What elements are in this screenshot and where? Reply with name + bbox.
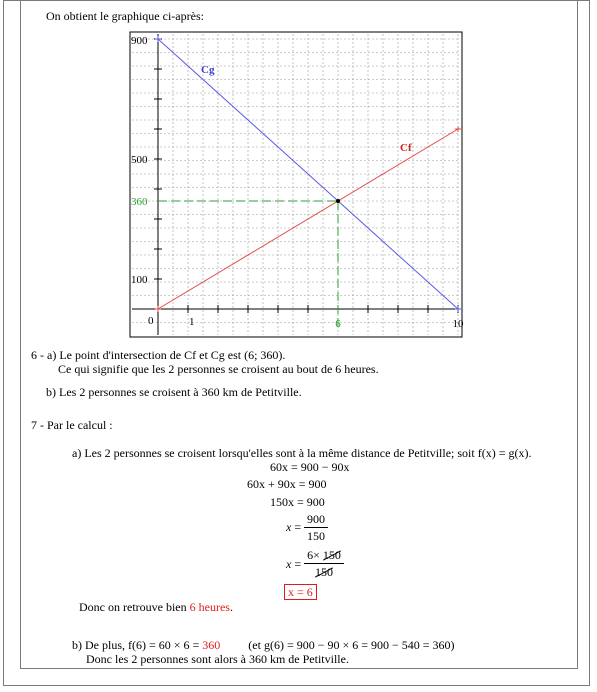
chart (126, 28, 466, 338)
fraction-1 (304, 512, 328, 543)
q6a-line1: 6 - a) Le point d'intersection de Cf et Cg est (6; 360). (31, 348, 286, 362)
y-tick-label: 360 (131, 196, 148, 208)
fraction-1-numerator: 900 (307, 512, 325, 526)
series-label-cf: Cf (400, 142, 412, 154)
result-box: x = 6 (284, 584, 317, 600)
series-label-cg: Cg (201, 64, 215, 76)
q7b-line2: Donc les 2 personnes sont alors à 360 km de Petitville. (86, 652, 349, 666)
y-tick-label: 500 (131, 154, 148, 166)
intersection-point (336, 199, 340, 203)
intro-text: On obtient le graphique ci-après: (46, 9, 204, 23)
x-tick-label: 1 (189, 316, 195, 328)
equation-3: 150x = 900 (270, 495, 325, 509)
q7b-line: b) De plus, f(6) = 60 × 6 = 360 (et g(6) = 900 − 90 × 6 = 900 − 540 = 360) (72, 638, 455, 652)
x-equals-1: x = (286, 520, 302, 534)
equation-2: 60x + 90x = 900 (247, 477, 327, 491)
x-equals-2: x = (286, 557, 302, 571)
q6b-line: b) Les 2 personnes se croisent à 360 km de Petitville. (46, 385, 302, 399)
y-tick-label: 900 (131, 35, 148, 47)
equation-1: 60x = 900 − 90x (270, 460, 350, 474)
conclusion-highlight: 6 heures (189, 600, 230, 614)
fraction-2 (304, 548, 344, 579)
fraction-2-denominator: 150 (315, 565, 333, 579)
x-tick-label: 10 (452, 318, 464, 330)
fraction-2-numerator: 6× 150 (307, 548, 341, 562)
x-tick-label: 0 (148, 315, 154, 327)
q7b-highlight: 360 (202, 638, 221, 652)
fraction-1-denominator: 150 (307, 529, 325, 543)
y-tick-label: 100 (131, 274, 148, 286)
q7-title: 7 - Par le calcul : (31, 418, 113, 432)
x-tick-label: 6 (335, 318, 341, 330)
q6a-line2: Ce qui signifie que les 2 personnes se croisent au bout de 6 heures. (58, 362, 379, 376)
q7a-line: a) Les 2 personnes se croisent lorsqu'elles sont à la même distance de Petitville; soit f(x) = g(x). (72, 446, 532, 460)
conclusion-line: Donc on retrouve bien 6 heures. (79, 600, 233, 614)
chart-border (130, 32, 462, 337)
